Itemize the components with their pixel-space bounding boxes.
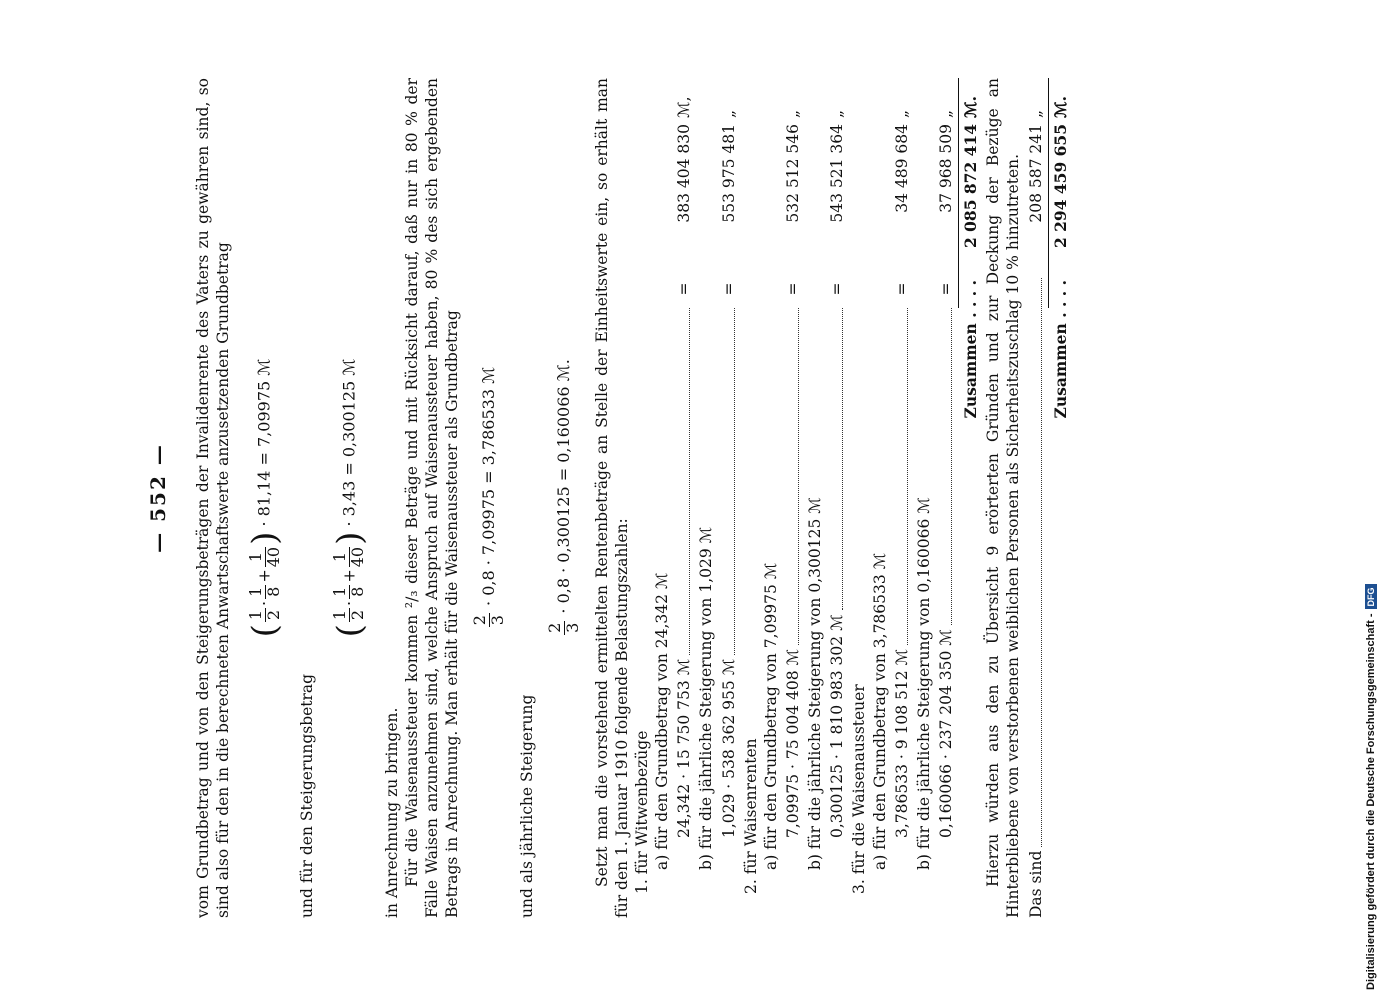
sum1-amount: 2 085 872 414	[961, 124, 981, 249]
page-number: — 552 —	[146, 443, 170, 553]
sum1-label: Zusammen . . . .	[961, 280, 981, 419]
dot-leader	[951, 308, 952, 625]
formula-waisen-grund: 2 3 · 0,8 · 7,09975 = 3,786533 ℳ	[470, 366, 508, 626]
calc-expression: 7,09975 · 75 004 408 ℳ	[783, 648, 802, 838]
sum1-unit: ℳ.	[961, 96, 981, 118]
section-b-label: b) für die jährliche Steigerung von 0,300125 ℳ	[806, 497, 825, 870]
jaehrliche-label: und als jährliche Steigerung	[517, 694, 536, 918]
equals-sign: =	[936, 282, 955, 296]
calc-expression: 3,786533 · 9 108 512 ℳ	[892, 648, 911, 838]
waisen-paragraph: Für die Waisenaussteuer kommen ²/₃ dieser Beträge und mit Rücksicht darauf, daß nur in 80 % der Fälle Waisen anzunehmen sind, welche Anspruch auf Waisenaussteuer haben, 80 % des sich ergebenden Betrags in Anrechnung. Man erhält für die Waisenaussteuer als Grundbetrag	[402, 78, 462, 918]
sum-rule	[958, 78, 959, 308]
calc-expression: 0,160066 · 237 204 350 ℳ	[936, 629, 955, 838]
sum2-amount: 2 294 459 655	[1050, 124, 1070, 249]
das-sind-unit: „	[1026, 109, 1045, 118]
sum2-label: Zusammen . . . .	[1050, 280, 1070, 419]
equals-sign: =	[828, 282, 847, 296]
dot-leader	[689, 308, 690, 655]
section-b-label: b) für die jährliche Steigerung von 0,160066 ℳ	[914, 497, 933, 870]
calc-expression: 1,029 · 538 362 955 ℳ	[719, 658, 738, 838]
calc-unit: ℳ,	[675, 96, 694, 118]
dot-leader	[907, 308, 908, 645]
das-sind-label: Das sind	[1026, 850, 1045, 918]
calc-unit: „	[892, 109, 911, 118]
calc-unit: „	[719, 109, 738, 118]
calc-amount: 543 521 364	[828, 124, 847, 223]
calc-unit: „	[828, 109, 847, 118]
calc-unit: „	[936, 109, 955, 118]
calc-amount: 34 489 684	[892, 124, 911, 213]
dot-leader	[798, 308, 799, 645]
belastung-sections	[632, 78, 956, 918]
formula4-result: · 0,8 · 0,300125 = 0,160066 ℳ.	[553, 359, 573, 614]
dfg-logo: DFG	[1365, 584, 1377, 609]
das-sind-amount: 208 587 241	[1026, 124, 1045, 223]
calc-row	[674, 78, 694, 918]
section-title: 3. für die Waisenaussteuer	[850, 684, 869, 894]
section-a-label: a) für den Grundbetrag von 3,786533 ℳ	[870, 552, 889, 870]
section-b-label: b) für die jährliche Steigerung von 1,029 ℳ	[697, 526, 716, 870]
anrechnung-line: in Anrechnung zu bringen.	[382, 707, 401, 918]
sum1-row	[961, 78, 981, 918]
sum2-row	[1051, 78, 1071, 918]
calc-row	[783, 78, 803, 918]
sum2-unit: ℳ.	[1050, 96, 1070, 118]
dot-leader	[842, 308, 843, 610]
digitization-footer	[1365, 10, 1377, 990]
formula-steigerung: ( 1 2 · 1 8 + 1 40 ) · 3,43 = 0,300125 ℳ	[329, 358, 370, 638]
section-a-label: a) für den Grundbetrag von 7,09975 ℳ	[761, 562, 780, 870]
section-title: 2. für Waisenrenten	[741, 738, 760, 894]
calc-row	[827, 78, 847, 918]
equals-sign: =	[719, 282, 738, 296]
calc-amount: 383 404 830	[675, 124, 694, 223]
steigerung-label: und für den Steigerungsbetrag	[298, 673, 317, 918]
calc-row	[719, 78, 739, 918]
equals-sign: =	[892, 282, 911, 296]
section-a-label: a) für den Grundbetrag von 24,342 ℳ	[653, 572, 672, 870]
rotated-page	[145, 78, 1235, 918]
formula2-result: · 3,43 = 0,300125 ℳ	[339, 358, 359, 527]
formula3-result: · 0,8 · 7,09975 = 3,786533 ℳ	[479, 366, 499, 606]
calc-expression: 24,342 · 15 750 753 ℳ	[675, 658, 694, 838]
calc-amount: 37 968 509	[936, 124, 955, 213]
calc-unit: „	[783, 109, 802, 118]
dot-leader	[734, 308, 735, 655]
formula-grundbetrag: ( 1 2 · 1 8 + 1 40 ) · 81,14 = 7,09975 ℳ	[245, 358, 286, 638]
formula1-result: · 81,14 = 7,09975 ℳ	[254, 358, 274, 527]
footer-text: Digitalisierung gefördert durch die Deutsche Forschungsgemeinschaft -	[1365, 613, 1377, 990]
formula-waisen-steig: 2 3 · 0,8 · 0,300125 = 0,160066 ℳ.	[545, 359, 582, 633]
sum2-rule	[1048, 78, 1049, 308]
setzt-paragraph: Setzt man die vorstehend ermittelten Rentenbeträge an Stelle der Einheitswerte ein, so erhält man für den 1. Januar 1910 folgende Belastungszahlen:	[592, 78, 631, 918]
equals-sign: =	[783, 282, 802, 296]
calc-row	[936, 78, 956, 918]
intro-paragraph: vom Grundbetrag und von den Steigerungsbeträgen der Invalidenrente des Vaters zu gewähren sind, so sind also für den in die berechneten Anwartschaftswerte anzusetzenden Grundbetrag	[194, 78, 233, 918]
dot-leader	[1041, 278, 1042, 847]
calc-amount: 553 975 481	[719, 124, 738, 223]
calc-amount: 532 512 546	[783, 124, 802, 223]
calc-expression: 0,300125 · 1 810 983 302 ℳ	[828, 614, 847, 838]
section-title: 1. für Witwenbezüge	[632, 730, 651, 894]
hierzu-paragraph: Hierzu würden aus den zu Übersicht 9 erörterten Gründen und zur Deckung der Bezüge an Hinterbliebene von verstorbenen weiblichen Personen als Sicherheitszuschlag 10 % hinzutreten.	[984, 78, 1023, 918]
equals-sign: =	[675, 282, 694, 296]
calc-row	[892, 78, 912, 918]
das-sind-row	[1026, 78, 1046, 918]
